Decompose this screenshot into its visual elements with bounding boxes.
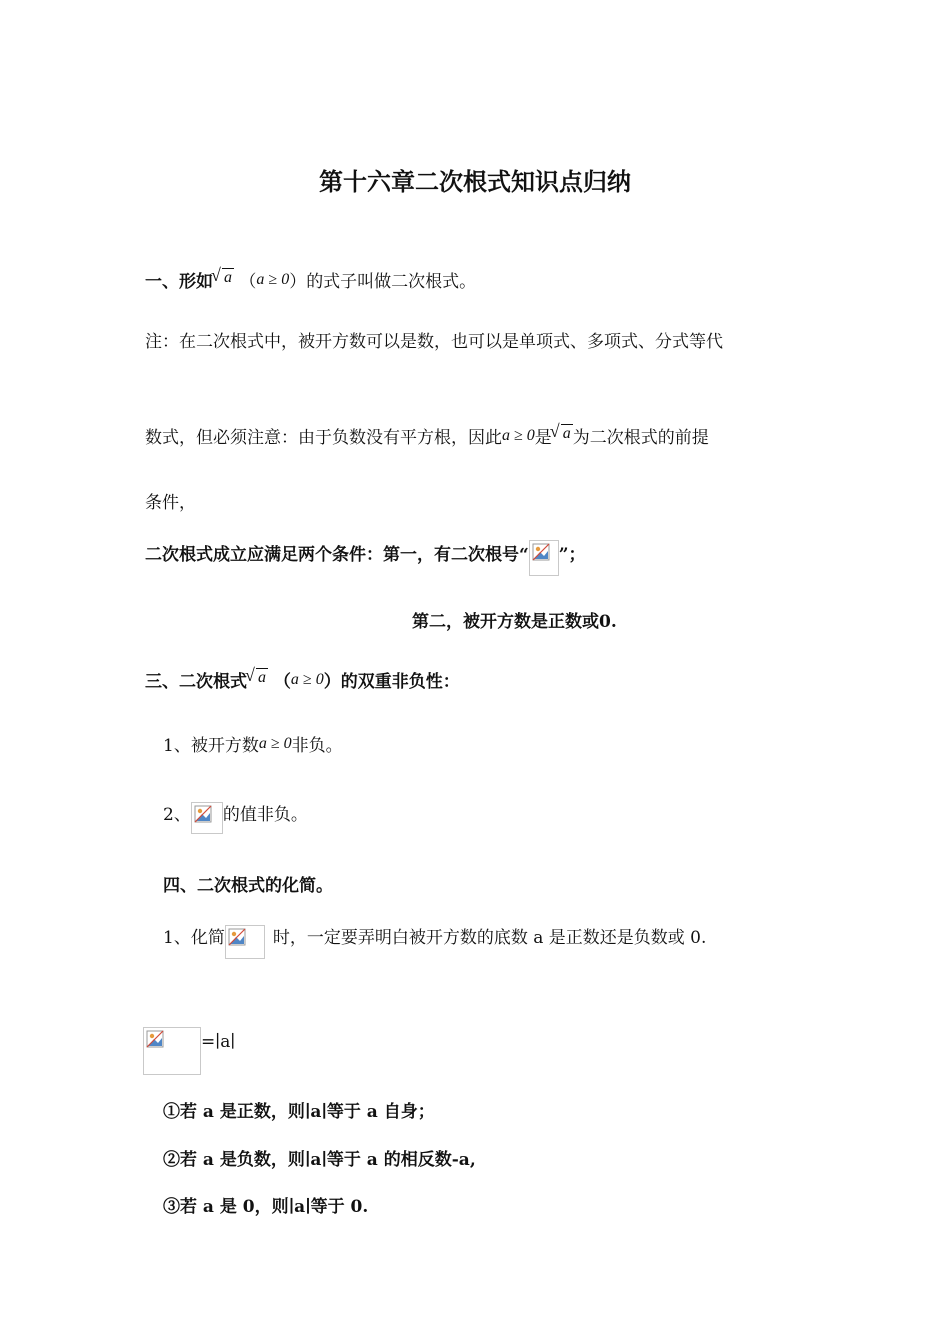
definition-line bbox=[145, 266, 476, 294]
sqrt-a-formula: √ a bbox=[552, 422, 573, 446]
broken-image-icon bbox=[191, 802, 223, 834]
case-zero: ③若 a 是 0，则∣a∣等于 0. bbox=[163, 1197, 369, 1217]
condition-formula: a ≥ 0 bbox=[258, 735, 292, 752]
nonneg-item-2 bbox=[163, 802, 308, 834]
condition-second-line: 第二，被开方数是正数或0. bbox=[412, 612, 617, 632]
page-title: 第十六章二次根式知识点归纳 bbox=[319, 168, 631, 196]
condition-first-suffix: ”； bbox=[558, 545, 586, 565]
nonneg-item-1-prefix: 1、被开方数 bbox=[163, 736, 259, 756]
section-3-heading bbox=[145, 666, 460, 694]
definition-suffix: 的式子叫做二次根式。 bbox=[306, 272, 477, 292]
nonneg-item-2-suffix: 的值非负。 bbox=[222, 805, 308, 825]
note-line-2 bbox=[145, 422, 709, 450]
paren-close: ） bbox=[323, 672, 341, 692]
note-line-2-mid: 是 bbox=[534, 428, 552, 448]
broken-image-icon bbox=[143, 1027, 201, 1075]
sqrt-a-formula: √ a bbox=[213, 266, 234, 290]
paren-open: （ bbox=[273, 672, 291, 692]
note-line-3: 条件， bbox=[145, 493, 196, 513]
case-negative: ②若 a 是负数，则∣a∣等于 a 的相反数-a, bbox=[163, 1150, 476, 1170]
broken-image-icon bbox=[225, 925, 265, 959]
sqrt-a-formula: √ a bbox=[247, 666, 268, 690]
paren-close: ） bbox=[289, 272, 307, 292]
nonneg-item-2-prefix: 2、 bbox=[163, 805, 191, 825]
condition-first-prefix: 二次根式成立应满足两个条件：第一，有二次根号“ bbox=[145, 545, 529, 565]
nonneg-item-1-suffix: 非负。 bbox=[291, 736, 343, 756]
simplify-item-1 bbox=[163, 925, 706, 959]
condition-formula: a ≥ 0 bbox=[290, 671, 324, 688]
section-3-prefix: 三、二次根式 bbox=[145, 672, 247, 692]
condition-formula: a ≥ 0 bbox=[502, 427, 535, 444]
case-positive: ①若 a 是正数，则∣a∣等于 a 自身； bbox=[163, 1102, 435, 1122]
nonneg-item-1 bbox=[163, 732, 343, 758]
simplify-item-1-prefix: 1、化简 bbox=[163, 928, 225, 948]
note-line-1: 注：在二次根式中，被开方数可以是数，也可以是单项式、多项式、分式等代 bbox=[145, 332, 723, 352]
note-line-2-prefix: 数式，但必须注意：由于负数没有平方根，因此 bbox=[145, 428, 502, 448]
simplify-item-1-suffix: 时，一定要弄明白被开方数的底数 a 是正数还是负数或 0. bbox=[272, 928, 707, 948]
broken-image-icon bbox=[529, 540, 559, 576]
abs-equation bbox=[143, 1027, 235, 1075]
abs-equation-rhs: =∣a∣ bbox=[201, 1032, 236, 1052]
section-3-suffix: 的双重非负性： bbox=[340, 672, 460, 692]
paren-open: （ bbox=[239, 272, 257, 292]
definition-prefix: 一、形如 bbox=[145, 272, 213, 292]
condition-formula: a ≥ 0 bbox=[256, 271, 290, 288]
note-line-2-suffix: 为二次根式的前提 bbox=[572, 428, 709, 448]
section-4-heading: 四、二次根式的化简。 bbox=[163, 876, 333, 896]
condition-first-line bbox=[145, 540, 586, 576]
